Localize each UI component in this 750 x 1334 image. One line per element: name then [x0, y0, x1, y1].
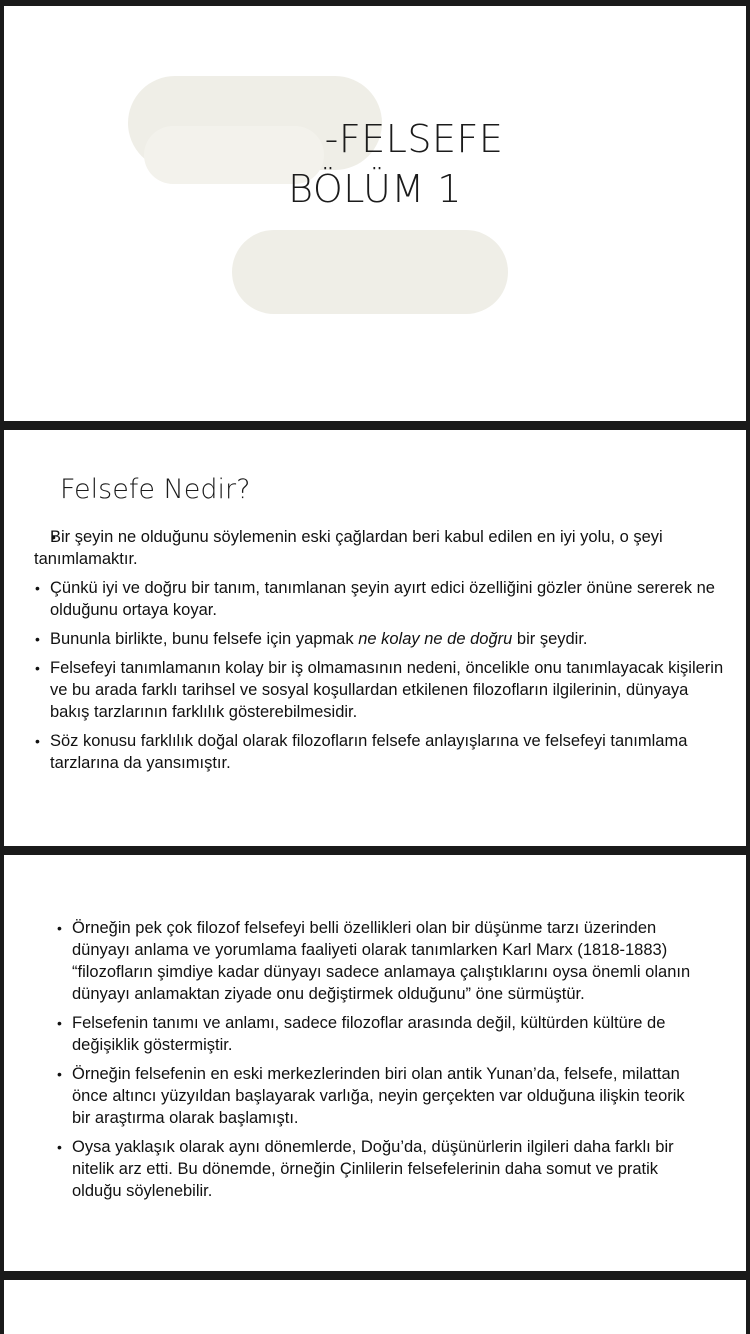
bullet-list [56, 917, 706, 1209]
bullet-item: • Örneğin felsefenin en eski merkezlerinden biri olan antik Yunan’da, felsefe, milattan önce altıncı yüzyıldan başlayarak varlığa, neyin gerçekten var olduğuna ilişkin teorik bir araştırma olarak başlamıştı. [56, 1063, 706, 1129]
bullet-emphasis: ne kolay ne de doğru [358, 630, 513, 648]
bullet-text: bir şeydir. [512, 630, 588, 648]
slide-felsefe-nedir [4, 430, 746, 846]
title-line-2: BÖLÜM 1 [288, 167, 462, 211]
bullet-item: • Bir şeyin ne olduğunu söylemenin eski çağlardan beri kabul edilen en iyi yolu, o şeyi tanımlamaktır. [34, 526, 724, 570]
bullet-item: • Felsefenin tanımı ve anlamı, sadece filozoflar arasında değil, kültürden kültüre de değişiklik göstermiştir. [56, 1012, 706, 1056]
bullet-item: • Söz konusu farklılık doğal olarak filozofların felsefe anlayışlarına ve felsefeyi tanımlama tarzlarına da yansımıştır. [34, 730, 724, 774]
bullet-item: • Felsefeyi tanımlamanın kolay bir iş olmamasının nedeni, öncelikle onu tanımlayacak kişilerin ve bu arada farklı tarihsel ve sosyal koşullardan etkilenen filozofların ilgilerinin, dünyaya bakış tarzlarının farklılık gösterebilmesidir. [34, 657, 724, 723]
bullet-item: • Çünkü iyi ve doğru bir tanım, tanımlanan şeyin ayırt edici özelliğini gözler önüne sererek ne olduğunu ortaya koyar. [34, 577, 724, 621]
bullet-text: Bununla birlikte, bunu felsefe için yapmak [50, 630, 359, 648]
redaction-smudge [232, 230, 508, 314]
bullet-item: • Oysa yaklaşık olarak aynı dönemlerde, Doğu’da, düşünürlerin ilgileri daha farklı bir nitelik arz etti. Bu dönemde, örneğin Çinlilerin felsefelerinin daha somut ve pratik olduğu söylenebilir. [56, 1136, 706, 1202]
title-line-1: -FELSEFE [324, 117, 504, 161]
slide-title-text [4, 114, 746, 214]
bullet-item [34, 628, 724, 650]
slide-felsefe-ornekler [4, 855, 746, 1271]
bullet-item: • Örneğin pek çok filozof felsefeyi belli özellikleri olan bir düşünme tarzı üzerinden dünyayı anlama ve yorumlama faaliyeti olarak tanımlarken Karl Marx (1818-1883) “filozofların şimdiye kadar dünyayı sadece anlamaya çalıştıklarını oysa önemli olanın dünyayı anlamaktan ziyade onu değiştirmek olduğunu” öne sürmüştür. [56, 917, 706, 1005]
slide-heading: Felsefe Nedir? [60, 474, 251, 505]
bullet-list [34, 526, 724, 781]
slide-title [4, 6, 746, 421]
slide-next-partial [4, 1280, 746, 1334]
